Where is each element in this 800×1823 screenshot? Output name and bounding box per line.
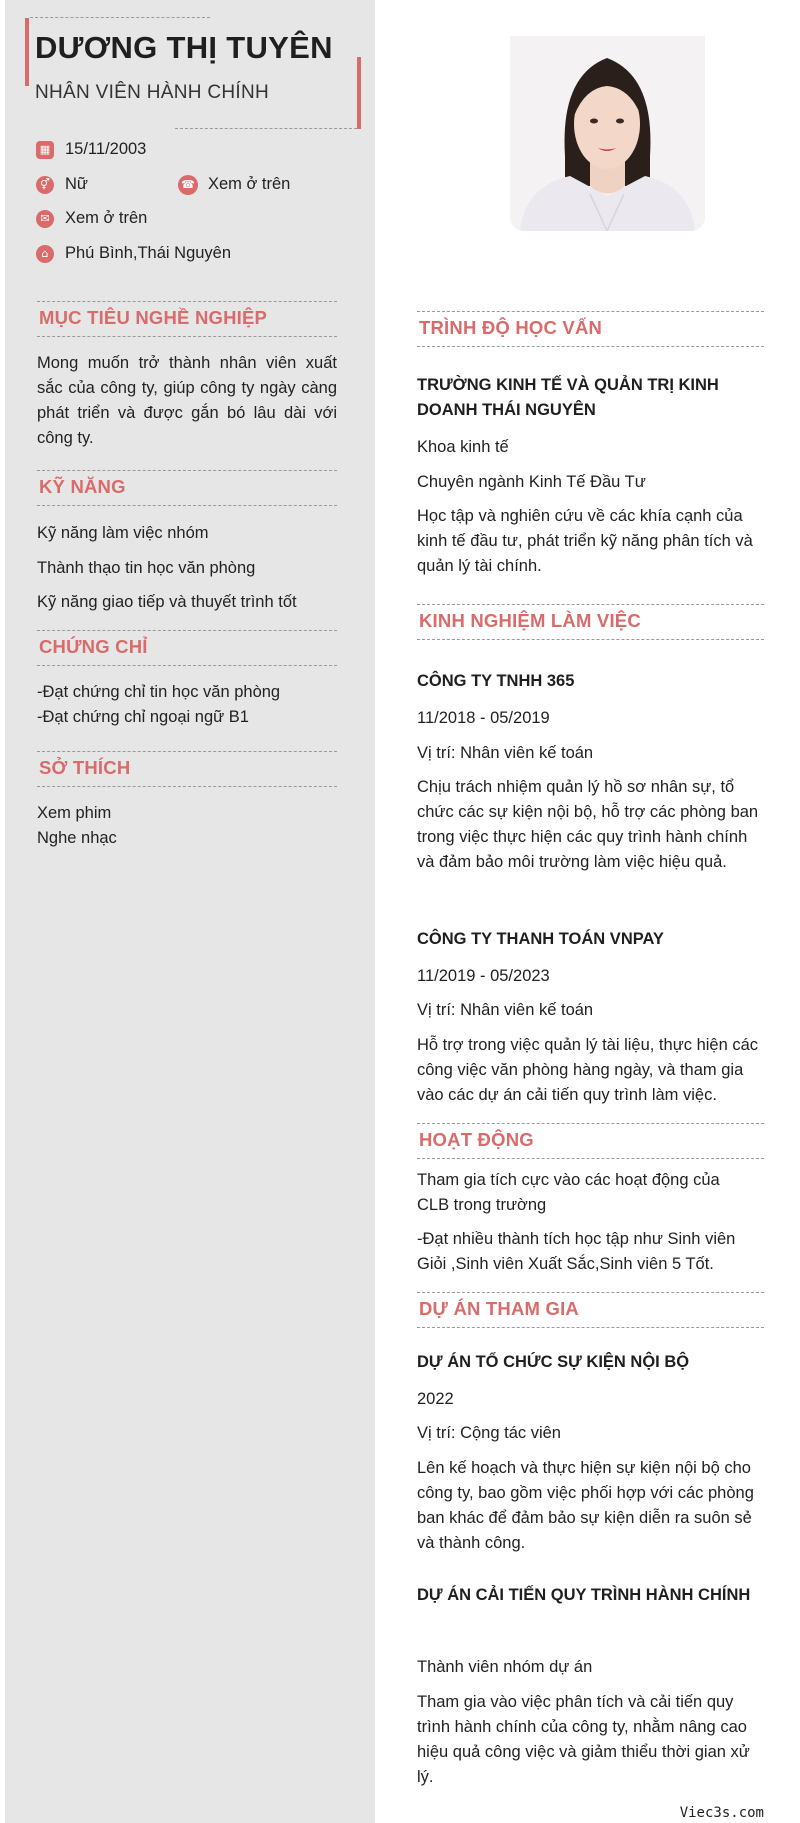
objective-top-divider xyxy=(37,301,337,302)
job-position: Vị trí: Nhân viên kế toán xyxy=(417,1001,594,1019)
activities-bottom-divider xyxy=(417,1158,764,1159)
education-heading: TRÌNH ĐỘ HỌC VẤN xyxy=(419,317,603,338)
skills-bottom-divider xyxy=(37,505,337,506)
objective-heading: MỤC TIÊU NGHỀ NGHIỆP xyxy=(39,307,268,328)
site-watermark: Viec3s.com xyxy=(679,1805,764,1821)
job-company: CÔNG TY THANH TOÁN VNPAY xyxy=(417,930,664,948)
left-sidebar xyxy=(5,0,375,1823)
major: Chuyên ngành Kinh Tế Đầu Tư xyxy=(417,473,646,491)
project-name: DỰ ÁN TỔ CHỨC SỰ KIỆN NỘI BỘ xyxy=(417,1353,690,1371)
activity-item: -Đạt nhiều thành tích học tập như Sinh viên Giỏi ,Sinh viên Xuất Sắc,Sinh viên 5 Tốt. xyxy=(417,1230,736,1273)
phone-value: Xem ở trên xyxy=(208,175,291,193)
activities-top-divider xyxy=(417,1123,764,1124)
job-description: Hỗ trợ trong việc quản lý tài liệu, thực hiện các công việc văn phòng hàng ngày, và tham gia vào các dự án cải tiến quy trình làm việc. xyxy=(417,1036,759,1104)
candidate-name: DƯƠNG THỊ TUYÊN xyxy=(35,30,333,65)
education-description: Học tập và nghiên cứu về các khía cạnh của kinh tế đầu tư, phát triển kỹ năng phân tích và quản lý tài chính. xyxy=(417,507,753,575)
hobby-item: Nghe nhạc xyxy=(37,829,117,847)
experience-bottom-divider xyxy=(417,639,764,640)
certs-heading: CHỨNG CHỈ xyxy=(39,636,148,657)
faculty: Khoa kinh tế xyxy=(417,438,509,456)
email-icon: ✉ xyxy=(36,210,54,228)
activity-item: Tham gia tích cực vào các hoạt động của CLB trong trường xyxy=(417,1171,720,1214)
cert-item: -Đạt chứng chỉ ngoại ngữ B1 xyxy=(37,708,249,726)
activities-heading: HOẠT ĐỘNG xyxy=(419,1129,534,1150)
hobbies-heading: SỞ THÍCH xyxy=(39,757,131,778)
candidate-title: NHÂN VIÊN HÀNH CHÍNH xyxy=(35,82,270,103)
experience-top-divider xyxy=(417,604,764,605)
project-year: 2022 xyxy=(417,1390,454,1408)
header-bottom-divider xyxy=(175,128,357,129)
address-value: Phú Bình,Thái Nguyên xyxy=(65,244,232,262)
job-period: 11/2019 - 05/2023 xyxy=(417,967,550,985)
cert-item: -Đạt chứng chỉ tin học văn phòng xyxy=(37,683,281,701)
gender-value: Nữ xyxy=(65,175,88,193)
header-right-accent xyxy=(357,57,361,129)
projects-bottom-divider xyxy=(417,1327,764,1328)
project-name: DỰ ÁN CẢI TIẾN QUY TRÌNH HÀNH CHÍNH xyxy=(417,1586,751,1604)
projects-top-divider xyxy=(417,1292,764,1293)
calendar-icon: ▦ xyxy=(36,141,54,159)
project-description: Lên kế hoạch và thực hiện sự kiện nội bộ cho công ty, bao gồm việc phối hợp với các phòng ban khác để đảm bảo sự kiện diễn ra suôn sẻ và thành công. xyxy=(417,1459,754,1552)
phone-icon: ☎ xyxy=(178,175,198,195)
birthday-value: 15/11/2003 xyxy=(65,140,147,158)
profile-photo xyxy=(510,36,705,231)
project-description: Tham gia vào việc phân tích và cải tiến quy trình hành chính của công ty, nhằm nâng cao hiệu quả công việc và giảm thiểu thời gian xử lý. xyxy=(417,1693,750,1786)
job-description: Chịu trách nhiệm quản lý hồ sơ nhân sự, tổ chức các sự kiện nội bộ, hỗ trợ các phòng ban trong việc thực hiện các quy trình hành chính và đảm bảo môi trường làm việc hiệu quả. xyxy=(417,778,759,871)
job-company: CÔNG TY TNHH 365 xyxy=(417,672,575,690)
skill-item: Kỹ năng làm việc nhóm xyxy=(37,524,209,542)
project-role: Vị trí: Cộng tác viên xyxy=(417,1424,561,1442)
hobbies-top-divider xyxy=(37,751,337,752)
education-top-divider xyxy=(417,311,764,312)
portrait-illustration xyxy=(510,36,705,231)
job-period: 11/2018 - 05/2019 xyxy=(417,709,550,727)
skill-item: Thành thạo tin học văn phòng xyxy=(37,559,256,577)
hobby-item: Xem phim xyxy=(37,804,112,822)
objective-text: Mong muốn trở thành nhân viên xuất sắc của công ty, giúp công ty ngày càng phát triển và được gắn bó lâu dài với công ty. xyxy=(37,354,337,447)
project-role: Thành viên nhóm dự án xyxy=(417,1658,593,1676)
hobbies-bottom-divider xyxy=(37,786,337,787)
projects-heading: DỰ ÁN THAM GIA xyxy=(419,1298,579,1319)
header-top-divider xyxy=(30,17,210,18)
home-icon: ⌂ xyxy=(36,245,54,263)
job-position: Vị trí: Nhân viên kế toán xyxy=(417,744,594,762)
education-bottom-divider xyxy=(417,346,764,347)
certs-top-divider xyxy=(37,630,337,631)
gender-icon: ⚥ xyxy=(36,176,54,194)
skills-heading: KỸ NĂNG xyxy=(39,476,126,497)
objective-bottom-divider xyxy=(37,336,337,337)
skills-top-divider xyxy=(37,470,337,471)
experience-heading: KINH NGHIỆM LÀM VIỆC xyxy=(419,610,641,631)
email-value: Xem ở trên xyxy=(65,209,148,227)
school-name: TRƯỜNG KINH TẾ VÀ QUẢN TRỊ KINH DOANH THÁI NGUYÊN xyxy=(417,376,719,419)
skill-item: Kỹ năng giao tiếp và thuyết trình tốt xyxy=(37,593,297,611)
header-left-accent xyxy=(25,18,29,86)
certs-bottom-divider xyxy=(37,665,337,666)
